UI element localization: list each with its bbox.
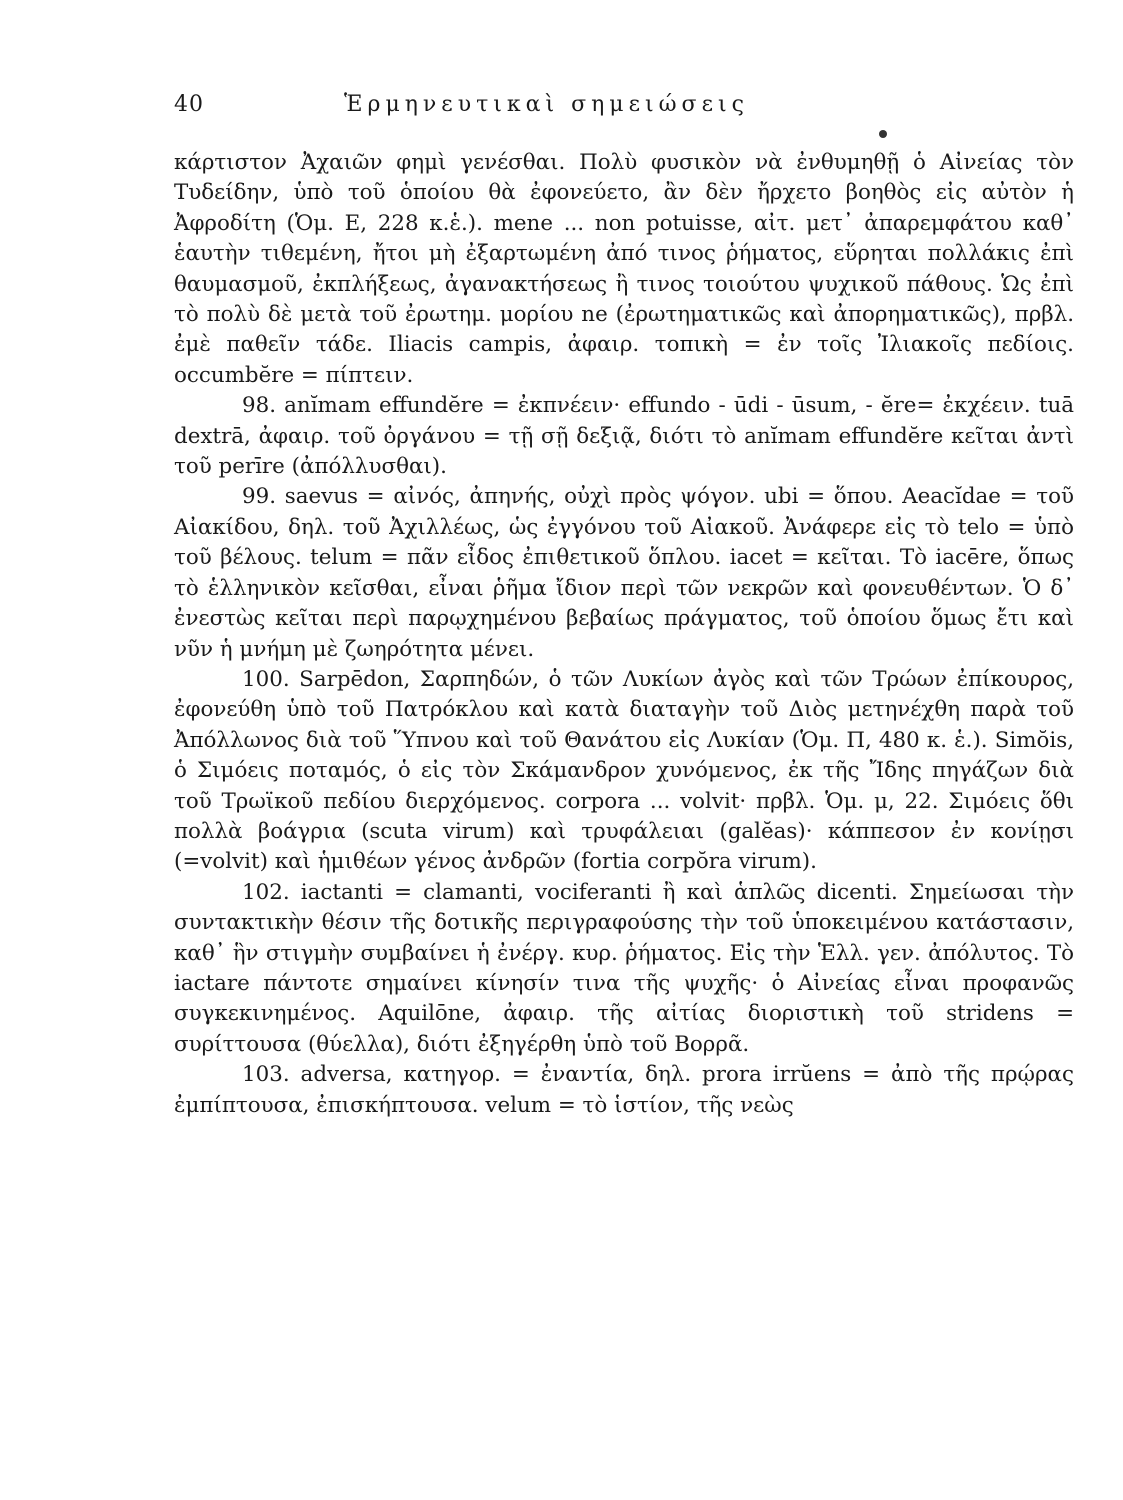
page-number: 40: [174, 92, 204, 117]
running-title: Ἑρμηνευτικαὶ σημειώσεις: [344, 92, 749, 117]
note-103: 103. adversa, κατηγορ. = ἐναντία, δηλ. prora irrŭens = ἀπὸ τῆς πρῴρας ἐμπίπτουσα, ἐπισκήπτουσα. velum = τὸ ἱστίον, τῆς νεὼς: [174, 1062, 1074, 1118]
ornament-dot: [879, 130, 887, 138]
commentary-text: [174, 148, 1074, 1121]
paragraph-continuation: κάρτιστον Ἀχαιῶν φημὶ γενέσθαι. Πολὺ φυσικὸν νὰ ἐνθυμηθῇ ὁ Αἰνείας τὸν Τυδείδην, ὑπὸ τοῦ ὁποίου θὰ ἐφονεύετο, ἂν δὲν ἤρχετο βοηθὸς εἰς αὐτὸν ἡ Ἀφροδίτη (Ὁμ. Ε, 228 κ.ἑ.). mene ... non potuisse, αἰτ. μετ᾽ ἀπαρεμφάτου καθ᾽ ἑαυτὴν τιθεμένη, ἤτοι μὴ ἐξαρτωμένη ἀπό τινος ῥήματος, εὕρηται πολλάκις ἐπὶ θαυμασμοῦ, ἐκπλήξεως, ἀγανακτήσεως ἢ τινος τοιούτου ψυχικοῦ πάθους. Ὡς ἐπὶ τὸ πολὺ δὲ μετὰ τοῦ ἐρωτημ. μορίου ne (ἐρωτηματικῶς καὶ ἀπορηματικῶς), πρβλ. ἐμὲ παθεῖν τάδε. Iliacis campis, ἀφαιρ. τοπικὴ = ἐν τοῖς Ἰλιακοῖς πεδίοις. occumbĕre = πίπτειν.: [174, 150, 1074, 388]
note-98: 98. anĭmam effundĕre = ἐκπνέειν· effundo - ūdi - ūsum, - ĕre= ἐκχέειν. tuā dextrā, ἀφαιρ. τοῦ ὀργάνου = τῇ σῇ δεξιᾷ, διότι τὸ anĭmam effundĕre κεῖται ἀντὶ τοῦ perīre (ἀπόλλυσθαι).: [174, 393, 1074, 480]
note-102: 102. iactanti = clamanti, vociferanti ἢ καὶ ἁπλῶς dicenti. Σημείωσαι τὴν συντακτικὴν θέσιν τῆς δοτικῆς περιγραφούσης τὴν τοῦ ὑποκειμένου κατάστασιν, καθ᾽ ἣν στιγμὴν συμβαίνει ἡ ἐνέργ. κυρ. ῥήματος. Εἰς τὴν Ἑλλ. γεν. ἀπόλυτος. Τὸ iactare πάντοτε σημαίνει κίνησίν τινα τῆς ψυχῆς· ὁ Αἰνείας εἶναι προφανῶς συγκεκινημένος. Aquilōne, ἀφαιρ. τῆς αἰτίας διοριστικὴ τοῦ stridens = συρίττουσα (θύελλα), διότι ἐξηγέρθη ὑπὸ τοῦ Βορρᾶ.: [174, 879, 1074, 1057]
note-100: 100. Sarpēdon, Σαρπηδών, ὁ τῶν Λυκίων ἀγὸς καὶ τῶν Τρώων ἐπίκουρος, ἐφονεύθη ὑπὸ τοῦ Πατρόκλου καὶ κατὰ διαταγὴν τοῦ Διὸς μετηνέχθη παρὰ τοῦ Ἀπόλλωνος διὰ τοῦ Ὕπνου καὶ τοῦ Θανάτου εἰς Λυκίαν (Ὁμ. Π, 480 κ. ἑ.). Simŏis, ὁ Σιμόεις ποταμός, ὁ εἰς τὸν Σκάμανδρον χυνόμενος, ἐκ τῆς Ἴδης πηγάζων διὰ τοῦ Τρωϊκοῦ πεδίου διερχόμενος. corpora ... volvit· πρβλ. Ὁμ. μ, 22. Σιμόεις ὅθι πολλὰ βοάγρια (scuta virum) καὶ τρυφάλειαι (galĕas)· κάππεσον ἐν κονίῃσι (=volvit) καὶ ἡμιθέων γένος ἀνδρῶν (fortia corpŏra virum).: [174, 666, 1074, 875]
book-page: [174, 92, 1074, 1121]
page-header: [174, 92, 1074, 132]
note-99: 99. saevus = αἰνός, ἀπηνής, οὐχὶ πρὸς ψόγον. ubi = ὅπου. Aeacĭdae = τοῦ Αἰακίδου, δηλ. τοῦ Ἀχιλλέως, ὡς ἐγγόνου τοῦ Αἰακοῦ. Ἀνάφερε εἰς τὸ telo = ὑπὸ τοῦ βέλους. telum = πᾶν εἶδος ἐπιθετικοῦ ὅπλου. iacet = κεῖται. Τὸ iacēre, ὅπως τὸ ἑλληνικὸν κεῖσθαι, εἶναι ῥῆμα ἴδιον περὶ τῶν νεκρῶν καὶ φονευθέντων. Ὁ δ᾽ ἐνεστὼς κεῖται περὶ παρῳχημένου βεβαίως πράγματος, τοῦ ὁποίου ὅμως ἔτι καὶ νῦν ἡ μνήμη μὲ ζωηρότητα μένει.: [174, 484, 1074, 662]
